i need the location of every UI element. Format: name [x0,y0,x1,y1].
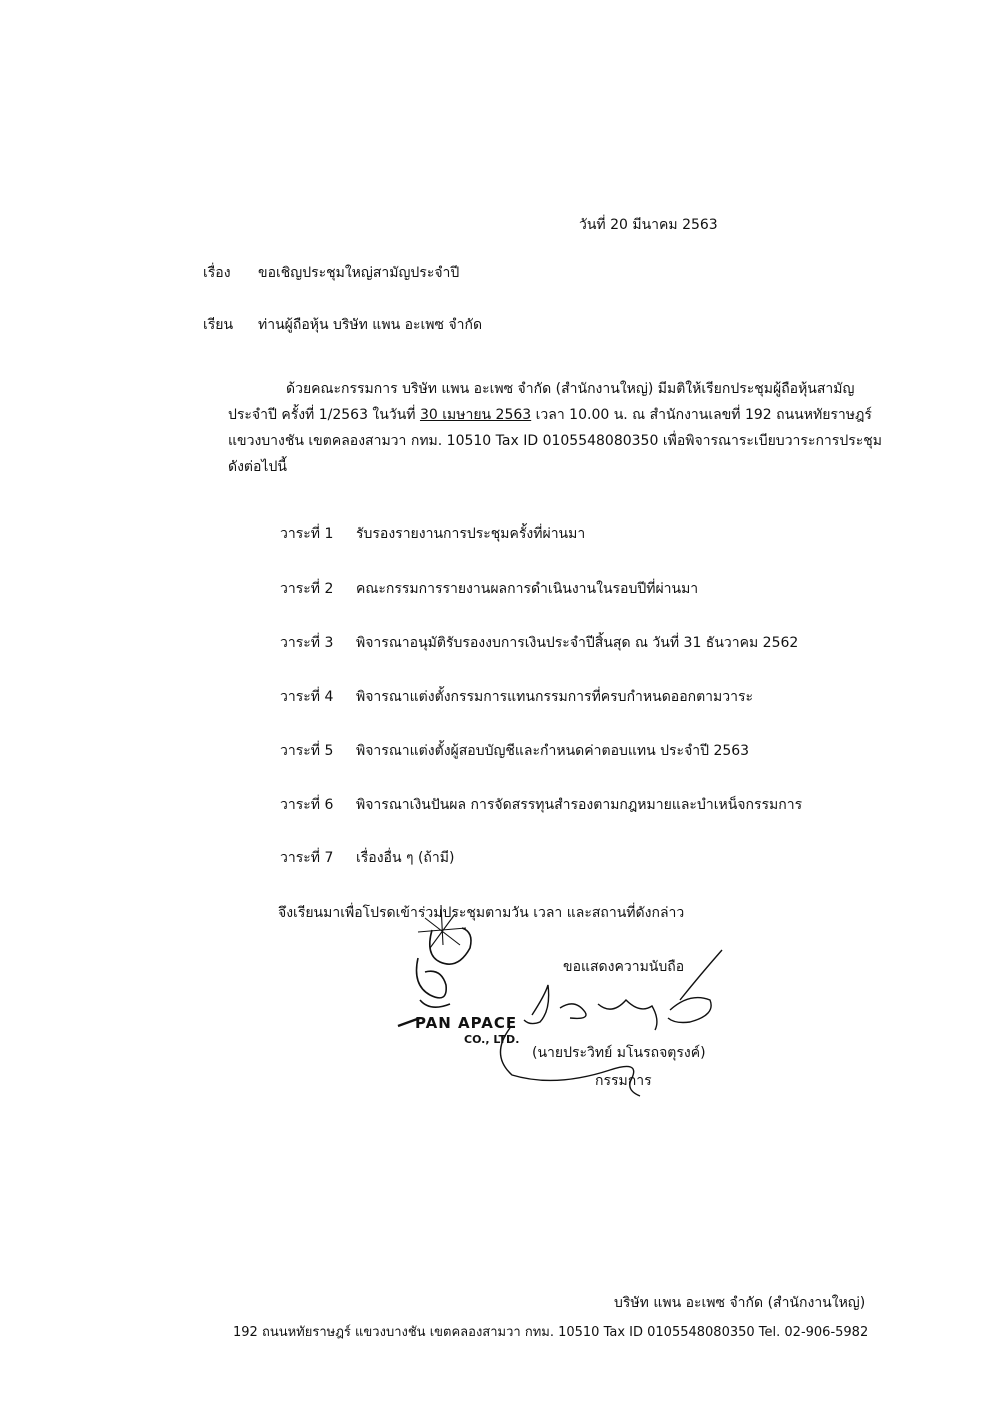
agenda-text: พิจารณาอนุมัติรับรองงบการเงินประจำปีสิ้นสุด ณ วันที่ 31 ธันวาคม 2562 [356,635,799,651]
agenda-text: พิจารณาแต่งตั้งกรรมการแทนกรรมการที่ครบกำหนดออกตามวาระ [356,689,754,705]
agenda-text: พิจารณาเงินปันผล การจัดสรรทุนสำรองตามกฎหมายและบำเหน็จกรรมการ [356,797,803,813]
signer-title: กรรมการ [595,1073,652,1089]
footer-address: 192 ถนนหทัยราษฎร์ แขวงบางชัน เขตคลองสามวา กทม. 10510 Tax ID 0105548080350 Tel. 02-906-5982 [233,1325,869,1340]
company-seal-icon [398,905,471,1026]
agenda-text: เรื่องอื่น ๆ (ถ้ามี) [356,850,455,866]
regards-text: ขอแสดงความนับถือ [563,959,685,975]
agenda-text: พิจารณาแต่งตั้งผู้สอบบัญชีและกำหนดค่าตอบแทน ประจำปี 2563 [356,743,750,759]
agenda-number: วาระที่ 5 [280,743,334,759]
agenda-number: วาระที่ 6 [280,797,334,813]
body-line-2-after: เวลา 10.00 น. ณ สำนักงานเลขที่ 192 ถนนหทัยราษฎร์ [531,407,872,423]
stamp-suffix: CO., LTD. [464,1033,520,1046]
agenda-number: วาระที่ 2 [280,581,334,597]
body-line-1: ด้วยคณะกรรมการ บริษัท แพน อะเพซ จำกัด (สำนักงานใหญ่) มีมติให้เรียกประชุมผู้ถือหุ้นสามัญ [286,381,855,397]
closing-sentence: จึงเรียนมาเพื่อโปรดเข้าร่วมประชุมตามวัน เวลา และสถานที่ดังกล่าว [278,905,685,921]
body-line-3: แขวงบางชัน เขตคลองสามวา กทม. 10510 Tax ID 0105548080350 เพื่อพิจารณาระเบียบวาระการประชุม [228,433,882,449]
recipient-text: ท่านผู้ถือหุ้น บริษัท แพน อะเพซ จำกัด [258,317,483,333]
signer-name: (นายประวิทย์ มโนรถจตุรงค์) [532,1045,706,1061]
recipient-label: เรียน [203,317,234,333]
meeting-date: 30 เมษายน 2563 [419,407,532,423]
body-line-4: ดังต่อไปนี้ [228,459,287,475]
agenda-number: วาระที่ 4 [280,689,334,705]
subject-text: ขอเชิญประชุมใหญ่สามัญประจำปี [258,265,460,281]
agenda-number: วาระที่ 7 [280,850,334,866]
agenda-text: คณะกรรมการรายงานผลการดำเนินงานในรอบปีที่ผ่านมา [356,581,699,597]
agenda-text: รับรองรายงานการประชุมครั้งที่ผ่านมา [356,526,586,542]
letter-date: วันที่ 20 มีนาคม 2563 [579,217,718,233]
stamp-name: PAN APACE [415,1014,518,1032]
footer-company: บริษัท แพน อะเพซ จำกัด (สำนักงานใหญ่) [614,1295,866,1311]
subject-label: เรื่อง [203,265,231,281]
body-line-2-before: ประจำปี ครั้งที่ 1/2563 ในวันที่ [228,407,420,423]
agenda-number: วาระที่ 3 [280,635,334,651]
agenda-number: วาระที่ 1 [280,526,334,542]
